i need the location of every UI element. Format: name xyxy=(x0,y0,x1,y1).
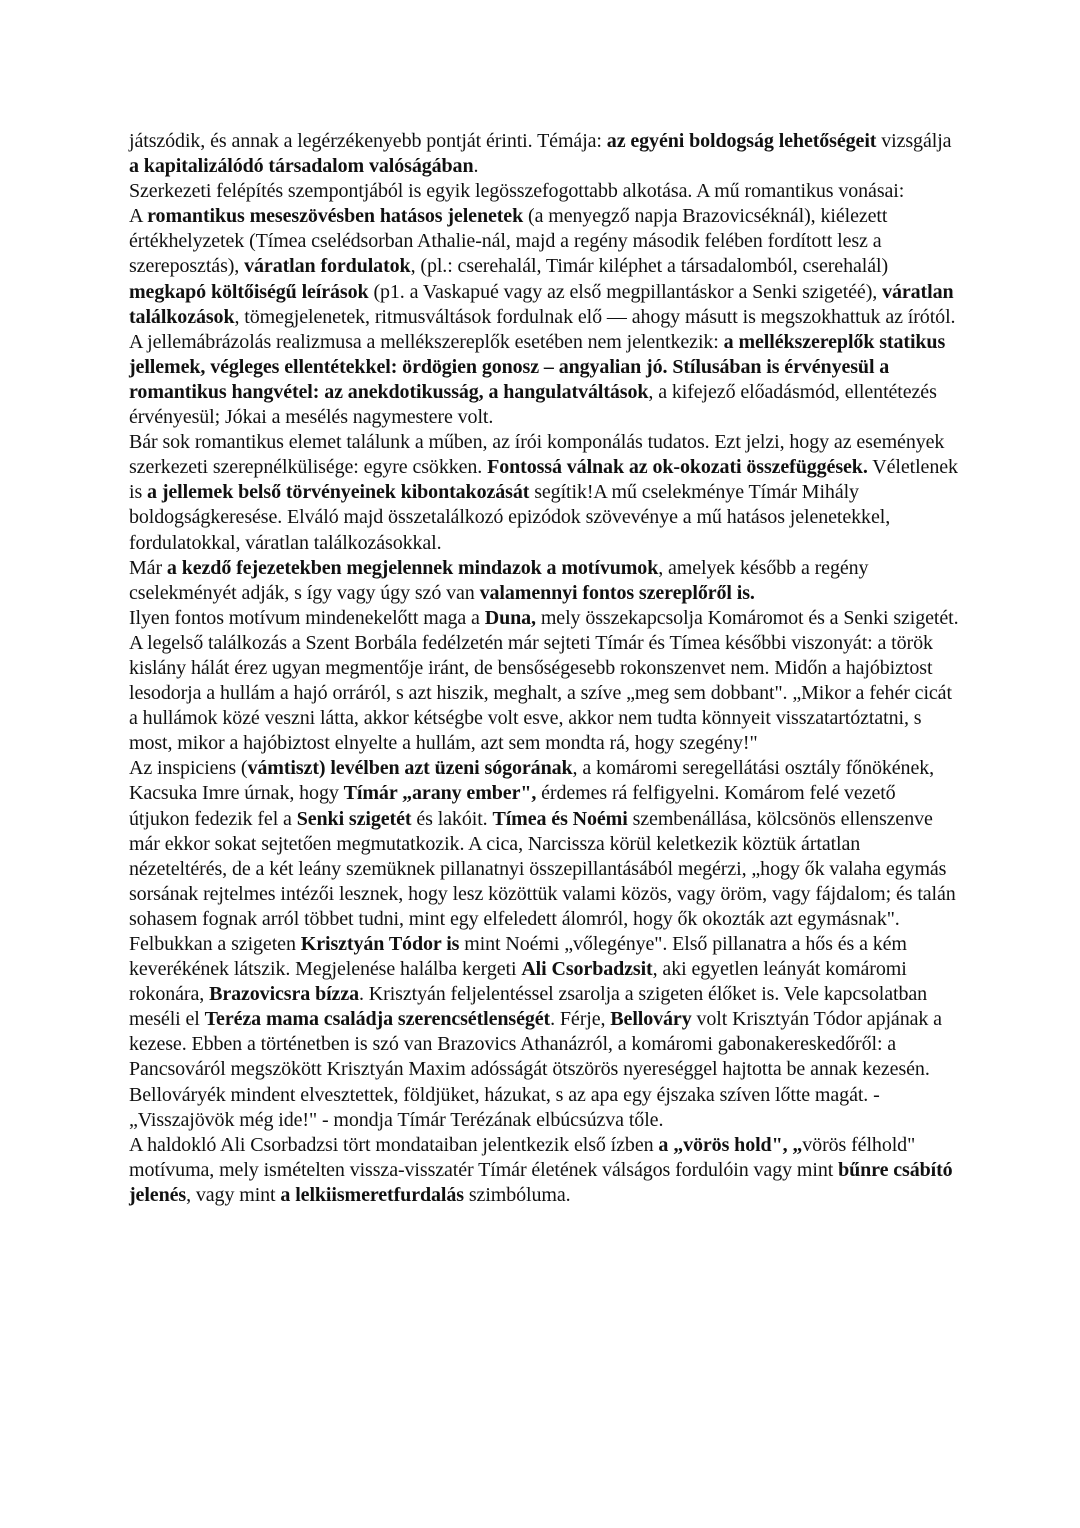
text-run: A xyxy=(129,205,148,228)
bold-text: a „vörös hold", „ xyxy=(658,1133,803,1156)
paragraph xyxy=(129,1133,959,1208)
bold-text: Krisztyán Tódor is xyxy=(300,933,460,955)
bold-text: a kapitalizálódó társadalom valóságában xyxy=(129,155,474,178)
paragraph xyxy=(129,932,959,1133)
bold-text: az egyéni boldogság lehetőségeit xyxy=(606,130,877,152)
bold-text: megkapó költőiségű leírások xyxy=(129,280,369,303)
text-run: (p1. a Vaskapué vagy az első megpillantáskor a Senki szigetéé), xyxy=(368,280,883,303)
text-run: és lakóit. xyxy=(411,807,493,830)
text-run: Bár sok romantikus elemet találunk a műben, az írói komponálás tudatos. Ezt jelzi, hogy az események szerkezeti szerepnélkülisége: egyre csökken. xyxy=(129,431,945,479)
bold-text: Ali Csorbadzsit xyxy=(521,958,653,981)
text-run: Felbukkan a szigeten xyxy=(129,933,301,955)
paragraph xyxy=(129,204,959,430)
text-run: A legelső találkozás a Szent Borbála fedélzetén már sejteti Tímár és Tímea későbbi viszonyát: a török kislány hálát érez ugyan megmentője iránt, de bensőségesebb rokonszenvet nem. Midőn a hajóbiztost lesodorja a hullám a hajó orráról, s azt hiszik, meghalt, a szíve „meg sem dobbant". „Mikor a fehér cicát a hullámok közé veszni látta, akkor kétségbe volt esve, akkor nem tudta könnyeit visszatartóztatni, s most, mikor a hajóbiztost elnyelte a hullám, azt sem mondta rá, hogy szegény!" xyxy=(129,631,952,755)
bold-text: Brazovicsra bízza xyxy=(209,983,359,1006)
document-page xyxy=(129,129,959,1208)
paragraph xyxy=(129,756,959,932)
text-run: szimbóluma. xyxy=(463,1183,571,1206)
text-run: volt Krisztyán Tódor apjának a kezese. Ebben a történetben is szó van Brazovics Athanázról, a komáromi gabonakereskedőről: a Pancsováról megszökött Krisztyán Maxim adósságát ötszörös nyereséggel hajtotta be annak kezesén. Bellováryék mindent elvesztettek, földjüket, házukat, s az apa egy éjszaka szíven lőtte magát. - „Visszajövök még ide!" - mondja Tímár Terézának elbúcsúzva tőle. xyxy=(129,1008,942,1131)
paragraph xyxy=(129,606,959,631)
bold-text: Tímea és Noémi xyxy=(492,807,628,830)
bold-text: Bellováry xyxy=(610,1008,692,1031)
text-run: , (pl.: cserehalál, Timár kiléphet a társadalomból, cserehalál) xyxy=(410,255,888,278)
text-run: , vagy mint xyxy=(186,1183,281,1206)
bold-text: Duna, xyxy=(484,606,536,629)
paragraph xyxy=(129,556,959,606)
text-run: Véletlenek is xyxy=(129,456,958,504)
bold-text: vámtiszt) levélben azt üzeni sógorának xyxy=(247,757,573,780)
paragraph xyxy=(129,631,959,756)
bold-text: romantikus meseszövésben hatásos jelenetek xyxy=(147,205,524,228)
bold-text: a kezdő fejezetekben megjelennek mindazok a motívumok xyxy=(166,556,659,579)
text-run: , amelyek később a regény cselekményét adják, s így vagy úgy szó van xyxy=(129,556,869,604)
paragraph xyxy=(129,179,959,204)
text-run: játszódik, és annak a legérzékenyebb pontját érinti. Témája: xyxy=(129,130,607,152)
text-run: , tömegjelenetek, ritmusváltások fordulnak elő — ahogy másutt is megszokhattuk az írótól. A jellemábrázolás realizmusa a mellékszereplők esetében nem jelentkezik: xyxy=(129,305,956,353)
text-run: . Krisztyán feljelentéssel zsarolja a szigeten élőket is. Vele kapcsolatban meséli el xyxy=(129,983,928,1031)
text-run: Az inspiciens ( xyxy=(129,757,248,780)
text-run: Szerkezeti felépítés szempontjából is egyik legösszefogottabb alkotása. A mű romantikus vonásai: xyxy=(129,180,905,203)
text-run: vizsgálja xyxy=(876,130,952,152)
text-run: Már xyxy=(129,556,167,579)
bold-text: bűnre csábító jelenés xyxy=(129,1158,953,1206)
paragraph xyxy=(129,129,959,179)
text-run: Ilyen fontos motívum mindenekelőtt maga a xyxy=(129,606,485,629)
paragraph xyxy=(129,430,959,555)
text-run: . Férje, xyxy=(550,1008,611,1031)
bold-text: Senki szigetét xyxy=(296,807,412,830)
text-run: , a komáromi seregellátási osztály főnökének, Kacsuka Imre úrnak, hogy xyxy=(129,757,935,805)
bold-text: a mellékszereplők statikus jellemek, végleges ellentétekkel: ördögien gonosz – angyalian jó. Stílusában is érvényesül a romantikus hangvétel: az anekdotikusság, a hangulatváltások xyxy=(129,330,946,403)
text-run: (a menyegző napja Brazovicséknál), kiélezett értékhelyzetek (Tímea cselédsorban Athalie-nál, majd a regény második felében fordított lesz a szereposztás), xyxy=(129,205,888,278)
bold-text: a jellemek belső törvényeinek kibontakozását xyxy=(147,481,530,504)
text-run: érdemes rá felfigyelni. Komárom felé vezető útjukon fedezik fel a xyxy=(129,782,896,830)
bold-text: a lelkiismeretfurdalás xyxy=(280,1183,464,1206)
text-run: A haldokló Ali Csorbadzsi tört mondataiban jelentkezik első ízben xyxy=(129,1133,659,1156)
bold-text: váratlan találkozások xyxy=(129,280,954,328)
text-run: . xyxy=(473,155,479,178)
text-run: , aki egyetlen leányát komáromi rokonára, xyxy=(129,958,907,1006)
text-run: vörös félhold" motívuma, mely ismételten vissza-visszatér Tímár életének válságos fordulóin vagy mint xyxy=(129,1133,916,1181)
text-run: segítik!A mű cselekménye Tímár Mihály boldogságkeresése. Elváló majd összetalálkozó epizódok szövevénye a mű hatásos jelenetekkel, fordulatokkal, váratlan találkozásokkal. xyxy=(129,481,891,554)
bold-text: Fontossá válnak az ok-okozati összefüggések. xyxy=(487,456,868,479)
text-run: szembenállása, kölcsönös ellenszenve már ekkor sokat sejtetően megmutatkozik. A cica, Narcissza körül keletkezik köztük ártatlan nézeteltérés, de a két leány szemüknek pillanatnyi összepillantásából megérzi, „hogy ők valaha egymás sorsának rejtelmes intézői lesznek, hogy lesz közöttük valami közös, vagy öröm, vagy fájdalom; és talán sohasem fognak arról többet tudni, mint egy elfeledett álomról, hogy ők okozták azt egymásnak". xyxy=(129,807,956,930)
bold-text: váratlan fordulatok xyxy=(244,255,411,278)
bold-text: Tímár „arany ember", xyxy=(343,782,537,805)
text-run: mely összekapcsolja Komáromot és a Senki szigetét. xyxy=(535,606,959,629)
bold-text: valamennyi fontos szereplőről is. xyxy=(479,581,755,604)
bold-text: Teréza mama családja szerencsétlenségét xyxy=(204,1008,551,1031)
text-run: , a kifejező előadásmód, ellentétezés érvényesül; Jókai a mesélés nagymestere volt. xyxy=(129,380,937,429)
text-run: mint Noémi „vőlegénye". Első pillanatra a hős és a kém keverékének látszik. Megjelenése halálba kergeti xyxy=(129,933,907,981)
